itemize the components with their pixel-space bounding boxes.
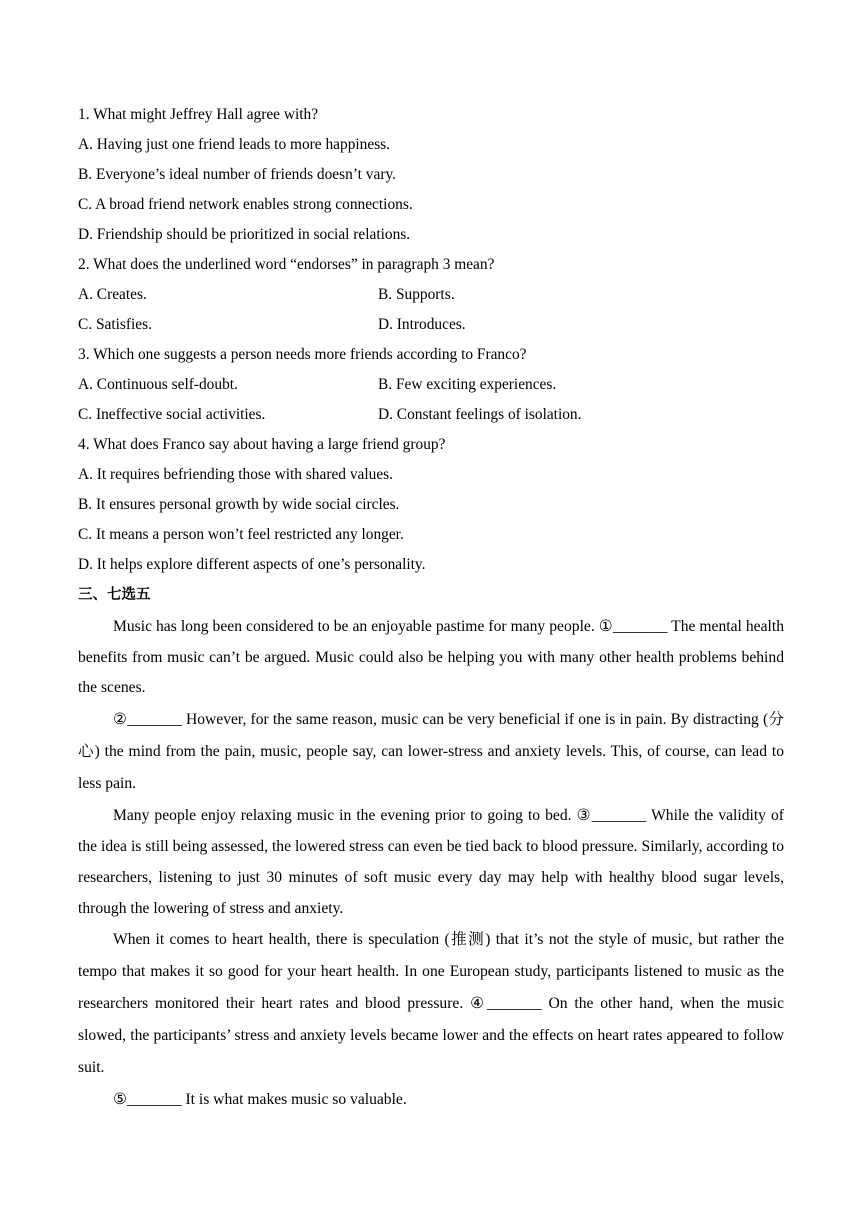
question-3-option-b: B. Few exciting experiences. (378, 376, 557, 393)
question-4-option-a: A. It requires befriending those with shared values. (78, 466, 393, 483)
passage-paragraph-4: When it comes to heart health, there is speculation (推测) that it’s not the style of music, but rather the tempo that makes it so good for your heart health. In one European study, participants listened to music as the researchers monitored their heart rates and blood pressure. ④_______ On the other hand, when the music slowed, the participants’ stress and anxiety levels became lower and the effects on heart rates appeared to follow suit. (78, 930, 784, 1076)
question-1-option-d: D. Friendship should be prioritized in social relations. (78, 226, 411, 243)
passage-paragraph-3: Many people enjoy relaxing music in the evening prior to going to bed. ③_______ While the validity of the idea is still being assessed, the lowered stress can even be tied back to blood pressure. Similarly, according to researchers, listening to just 30 minutes of soft music every day may help with healthy blood sugar levels, through the lowering of stress and anxiety. (78, 806, 784, 917)
passage-paragraph-1: Music has long been considered to be an enjoyable pastime for many people. ①_______ The mental health benefits from music can’t be argued. Music could also be helping you with many other health problems behind the scenes. (78, 618, 784, 696)
question-3-option-c: C. Ineffective social activities. (78, 406, 266, 423)
question-1-option-a: A. Having just one friend leads to more happiness. (78, 136, 391, 153)
question-4-stem: 4. What does Franco say about having a large friend group? (78, 436, 446, 453)
question-4-option-b: B. It ensures personal growth by wide social circles. (78, 496, 400, 513)
question-3-stem: 3. Which one suggests a person needs more friends according to Franco? (78, 346, 527, 363)
question-4-option-c: C. It means a person won’t feel restricted any longer. (78, 526, 404, 543)
question-3-options-row-1 (78, 373, 784, 403)
question-2-option-b: B. Supports. (378, 286, 455, 303)
question-1-option-b: B. Everyone’s ideal number of friends doesn’t vary. (78, 166, 396, 183)
question-2-option-d: D. Introduces. (378, 316, 466, 333)
question-1-stem: 1. What might Jeffrey Hall agree with? (78, 106, 319, 123)
question-2-options-row-1 (78, 283, 784, 313)
passage-paragraph-5: ⑤_______ It is what makes music so valuable. (113, 1090, 407, 1108)
question-2-option-a: A. Creates. (78, 286, 147, 303)
question-2-stem: 2. What does the underlined word “endorses” in paragraph 3 mean? (78, 256, 495, 273)
section-heading: 三、七选五 (78, 587, 151, 603)
document-page (78, 103, 784, 1116)
question-3-option-a: A. Continuous self-doubt. (78, 376, 238, 393)
question-2-options-row-2 (78, 313, 784, 343)
passage-paragraph-2: ②_______ However, for the same reason, music can be very beneficial if one is in pain. By distracting (分心) the mind from the pain, music, people say, can lower-stress and anxiety levels. This, of course, can lead to less pain. (78, 710, 784, 792)
question-1-option-c: C. A broad friend network enables strong connections. (78, 196, 413, 213)
question-2-option-c: C. Satisfies. (78, 316, 152, 333)
question-4-option-d: D. It helps explore different aspects of one’s personality. (78, 556, 426, 573)
question-3-option-d: D. Constant feelings of isolation. (378, 406, 582, 423)
question-3-options-row-2 (78, 403, 784, 433)
